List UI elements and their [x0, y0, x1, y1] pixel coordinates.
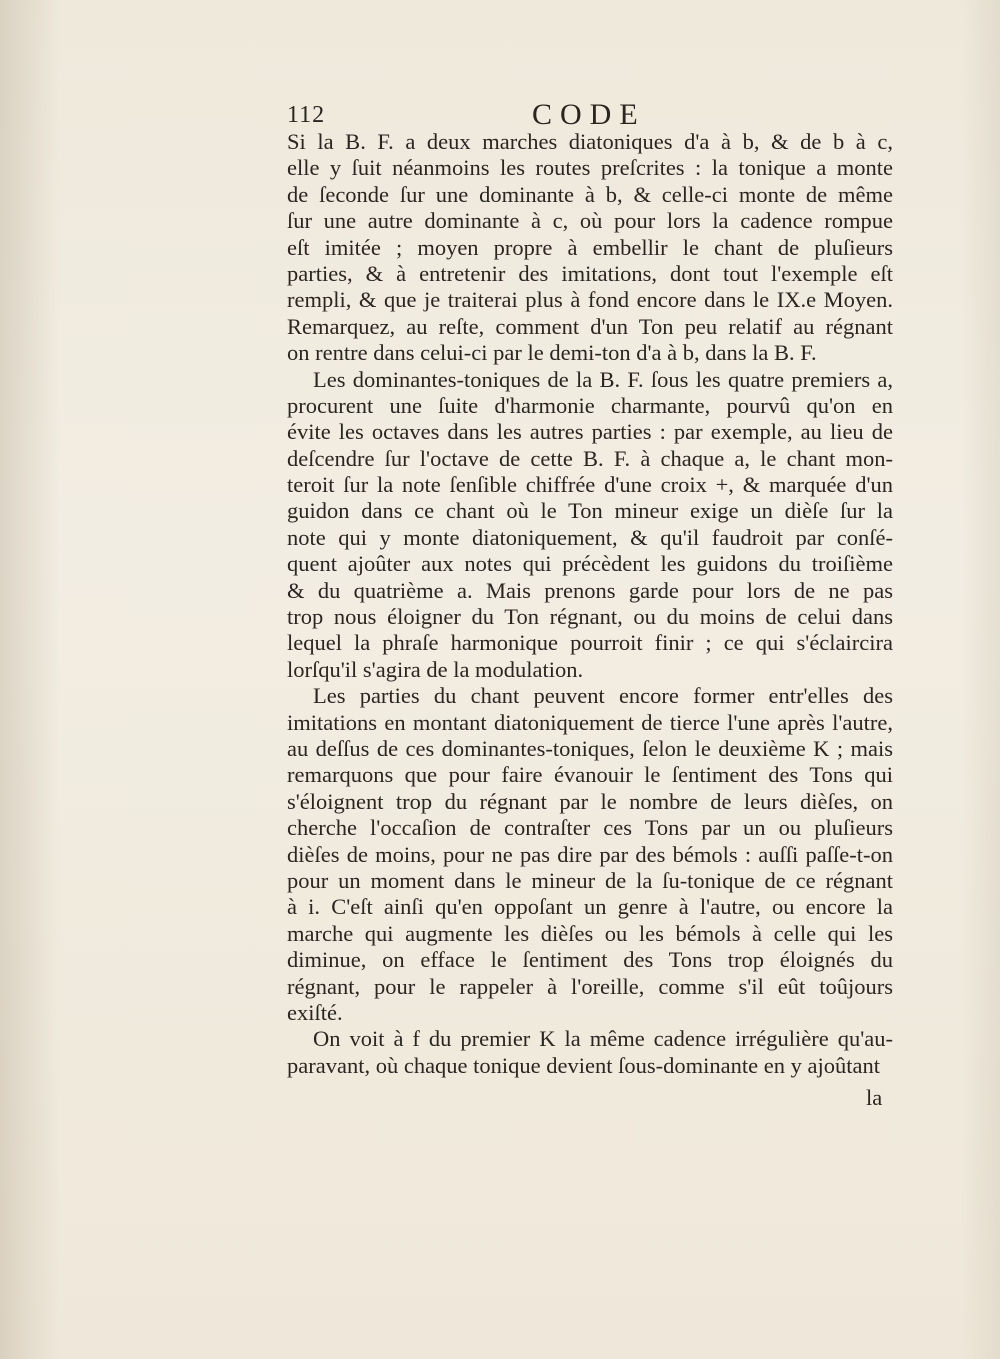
text-line: imitations en montant diatoniquement de tierce l'une après l'autre,	[287, 709, 893, 735]
paragraph	[287, 683, 893, 1026]
paragraph	[287, 1026, 893, 1079]
catchword: la	[866, 1085, 883, 1110]
text-line: on rentre dans celui-ci par le demi-ton d'a à b, dans la B. F.	[287, 340, 817, 366]
text-line: rempli, & que je traiterai plus à fond encore dans le IX.e Moyen.	[287, 287, 893, 313]
paragraph	[287, 367, 893, 684]
text-line: guidon dans ce chant où le Ton mineur exige un dièſe ſur la	[287, 498, 893, 524]
text-line: paravant, où chaque tonique devient ſous-dominante en y ajoûtant	[287, 1052, 880, 1078]
text-line: On voit à f du premier K la même cadence irrégulière qu'au-	[313, 1026, 893, 1052]
text-line: Remarquez, au reſte, comment d'un Ton peu relatif au régnant	[287, 313, 893, 339]
text-line: dièſes de moins, pour ne pas dire par des bémols : auſſi paſſe-t-on	[287, 841, 893, 867]
text-line: teroit ſur la note ſenſible chiffrée d'une croix +, & marquée d'un	[287, 472, 893, 498]
page-number: 112	[287, 102, 326, 128]
text-line: procurent une ſuite d'harmonie charmante, pourvû qu'on en	[287, 392, 893, 418]
text-line: deſcendre ſur l'octave de cette B. F. à chaque a, le chant mon-	[287, 445, 893, 471]
text-line: eſt imitée ; moyen propre à embellir le chant de pluſieurs	[287, 234, 893, 260]
text-line: trop nous éloigner du Ton régnant, ou du moins de celui dans	[287, 604, 893, 630]
running-title: CODE	[532, 98, 646, 131]
text-line: s'éloignent trop du régnant par le nombre de leurs dièſes, on	[287, 788, 893, 814]
text-line: parties, & à entretenir des imitations, dont tout l'exemple eſt	[287, 260, 893, 286]
text-line: note qui y monte diatoniquement, & qu'il faudroit par conſé-	[287, 524, 893, 550]
text-line: diminue, on efface le ſentiment des Tons trop éloignés du	[287, 947, 893, 973]
text-line: marche qui augmente les dièſes ou les bémols à celle qui les	[287, 920, 893, 946]
text-line: exiſté.	[287, 999, 343, 1025]
text-line: lequel la phraſe harmonique pourroit finir ; ce qui s'éclaircira	[287, 630, 893, 656]
text-line: elle y ſuit néanmoins les routes preſcrites : la tonique a monte	[287, 155, 893, 181]
text-line: évite les octaves dans les autres parties : par exemple, au lieu de	[287, 419, 893, 445]
text-line: cherche l'occaſion de contraſter ces Tons par un ou pluſieurs	[287, 815, 893, 841]
text-line: régnant, pour le rappeler à l'oreille, comme s'il eût toûjours	[287, 973, 893, 999]
body-text	[287, 129, 893, 1079]
paragraph	[287, 129, 893, 367]
text-line: ſur une autre dominante à c, où pour lors la cadence rompue	[287, 208, 893, 234]
text-line: Les dominantes-toniques de la B. F. ſous les quatre premiers a,	[313, 366, 893, 392]
text-line: Les parties du chant peuvent encore former entr'elles des	[313, 683, 893, 709]
text-line: lorſqu'il s'agira de la modulation.	[287, 656, 584, 682]
text-line: quent ajoûter aux notes qui précèdent les guidons du troiſième	[287, 551, 893, 577]
text-line: Si la B. F. a deux marches diatoniques d'a à b, & de b à c,	[287, 129, 893, 154]
text-line: de ſeconde ſur une dominante à b, & celle-ci monte de même	[287, 181, 893, 207]
page-header	[287, 98, 887, 132]
text-line: pour un moment dans le mineur de la ſu-tonique de ce régnant	[287, 867, 893, 893]
text-line: & du quatrième a. Mais prenons garde pour lors de ne pas	[287, 577, 893, 603]
text-line: à i. C'eſt ainſi qu'en oppoſant un genre à l'autre, ou encore la	[287, 894, 893, 920]
text-line: au deſſus de ces dominantes-toniques, ſelon le deuxième K ; mais	[287, 735, 893, 761]
text-line: remarquons que pour faire évanouir le ſentiment des Tons qui	[287, 762, 893, 788]
